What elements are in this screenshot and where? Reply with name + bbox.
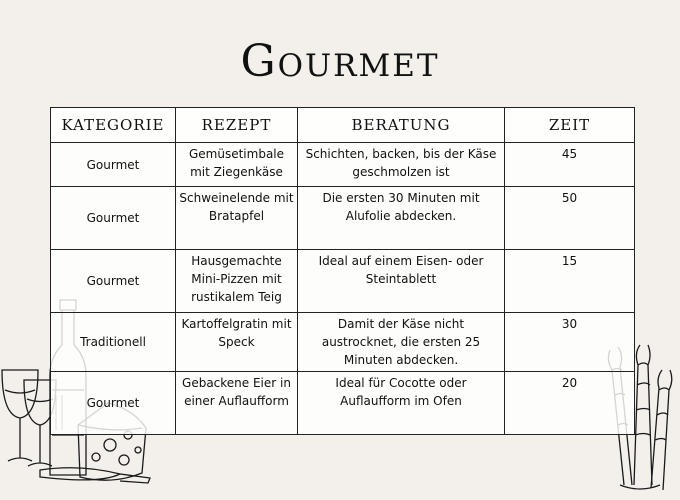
cell-zeit: 15: [505, 250, 635, 313]
cell-rezept: Kartoffelgratin mit Speck: [176, 313, 298, 372]
table-row: [51, 372, 635, 435]
cell-kategorie: Gourmet: [51, 143, 176, 187]
page-title: Gourmet: [240, 36, 440, 87]
cell-zeit: 50: [505, 187, 635, 250]
table-row: [51, 143, 635, 187]
header-rezept: REZEPT: [176, 108, 298, 143]
table-row: [51, 187, 635, 250]
cell-zeit: 30: [505, 313, 635, 372]
cell-zeit: 20: [505, 372, 635, 435]
cell-rezept: Hausgemachte Mini-Pizzen mit rustikalem Teig: [176, 250, 298, 313]
cell-beratung: Die ersten 30 Minuten mit Alufolie abdecken.: [298, 187, 505, 250]
cell-beratung: Ideal für Cocotte oder Auflaufform im Ofen: [298, 372, 505, 435]
header-beratung: BERATUNG: [298, 108, 505, 143]
table-header-row: [51, 108, 635, 143]
cell-rezept: Gemüsetimbale mit Ziegenkäse: [176, 143, 298, 187]
cell-rezept: Gebackene Eier in einer Auflaufform: [176, 372, 298, 435]
cell-rezept: Schweinelende mit Bratapfel: [176, 187, 298, 250]
cell-kategorie: Gourmet: [51, 372, 176, 435]
cell-zeit: 45: [505, 143, 635, 187]
cell-kategorie: Gourmet: [51, 187, 176, 250]
cell-beratung: Ideal auf einem Eisen- oder Steintablett: [298, 250, 505, 313]
cell-beratung: Damit der Käse nicht austrocknet, die ersten 25 Minuten abdecken.: [298, 313, 505, 372]
cell-beratung: Schichten, backen, bis der Käse geschmolzen ist: [298, 143, 505, 187]
table-row: [51, 313, 635, 372]
cell-kategorie: Gourmet: [51, 250, 176, 313]
recipe-table: [50, 107, 635, 435]
table-row: [51, 250, 635, 313]
cell-kategorie: Traditionell: [51, 313, 176, 372]
header-kategorie: KATEGORIE: [51, 108, 176, 143]
header-zeit: ZEIT: [505, 108, 635, 143]
